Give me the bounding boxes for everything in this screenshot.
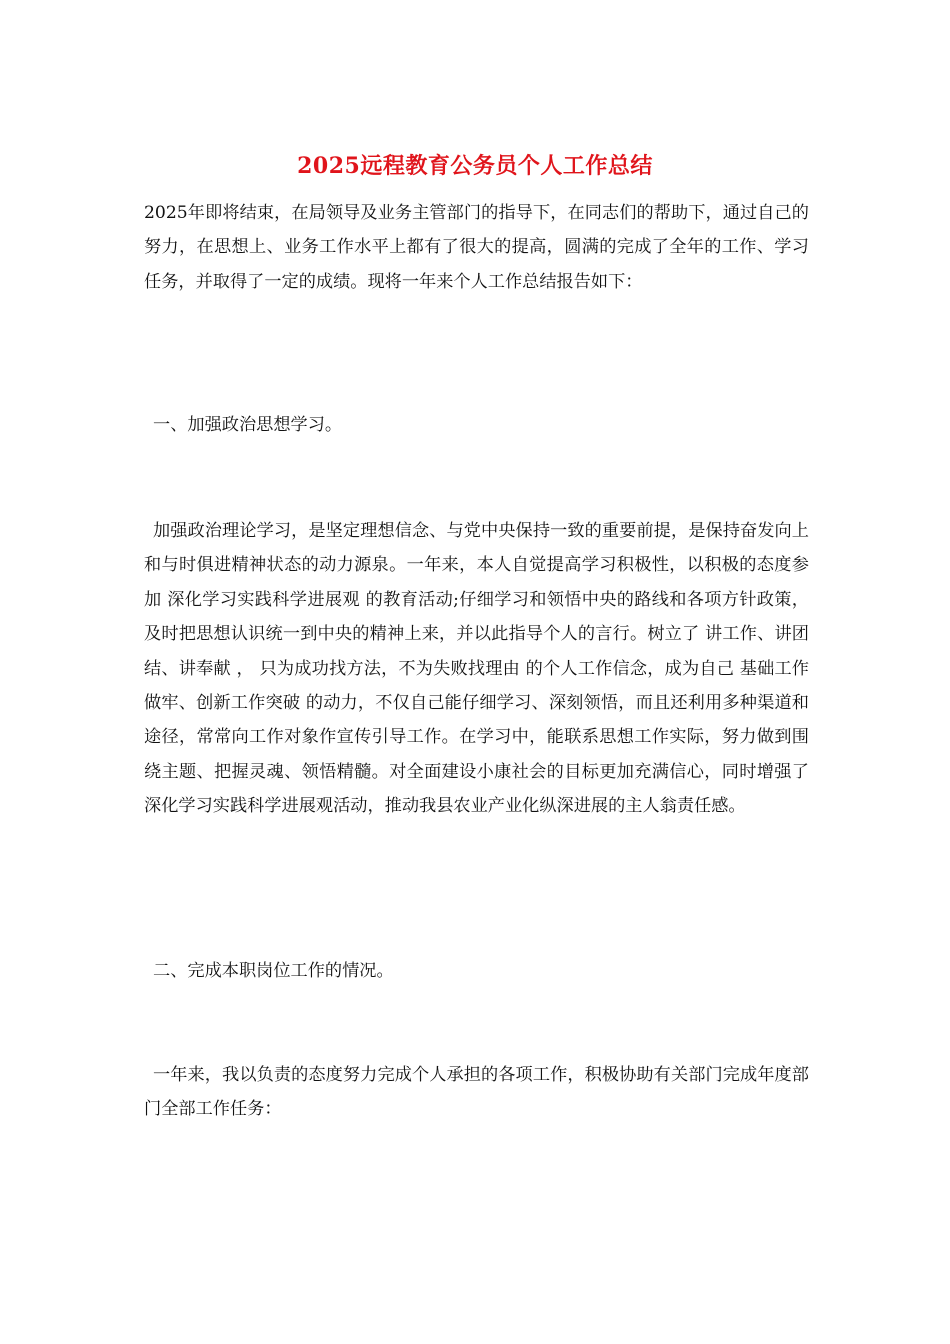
intro-paragraph: 2025年即将结束，在局领导及业务主管部门的指导下，在同志们的帮助下，通过自己的努力，在思想上、业务工作水平上都有了很大的提高，圆满的完成了全年的工作、学习任务，并取得了一定的成绩。现将一年来个人工作总结报告如下： [144, 203, 809, 292]
section-2-heading: 二、完成本职岗位工作的情况。 [153, 961, 394, 981]
section-1-body: 加强政治理论学习，是坚定理想信念、与党中央保持一致的重要前提，是保持奋发向上和与时俱进精神状态的动力源泉。一年来，本人自觉提高学习积极性，以积极的态度参加 深化学习实践科学进展观 的教育活动;仔细学习和领悟中央的路线和各项方针政策，及时把思想认识统一到中央的精神上来，并以此指导个人的言行。树立了 讲工作、讲团结、讲奉献 ， 只为成功找方法，不为失败找理由 的个人工作信念，成为自己 基础工作做牢、创新工作突破 的动力，不仅自己能仔细学习、深刻领悟，而且还利用多种渠道和途径，常常向工作对象作宣传引导工作。在学习中，能联系思想工作实际，努力做到围绕主题、把握灵魂、领悟精髓。对全面建设小康社会的目标更加充满信心，同时增强了深化学习实践科学进展观活动，推动我县农业产业化纵深进展的主人翁责任感。 [144, 521, 809, 817]
section-2-body: 一年来，我以负责的态度努力完成个人承担的各项工作，积极协助有关部门完成年度部门全部工作任务： [144, 1065, 809, 1120]
section-1-heading: 一、加强政治思想学习。 [153, 415, 343, 435]
document-title: 2025远程教育公务员个人工作总结 [297, 153, 653, 179]
